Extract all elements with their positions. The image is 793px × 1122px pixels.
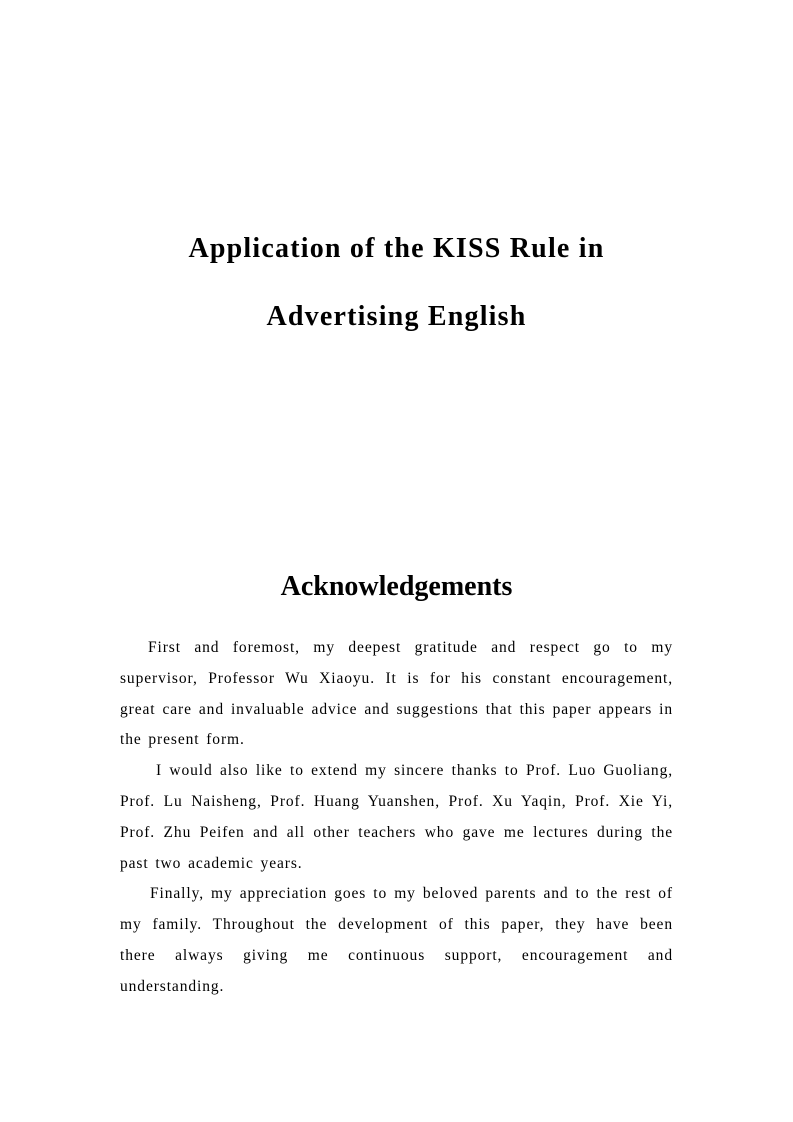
thesis-title-line-2: Advertising English bbox=[266, 301, 527, 332]
thesis-title-line-1: Application of the KISS Rule in bbox=[188, 233, 605, 264]
acknowledgements-body bbox=[120, 633, 673, 1003]
acknowledgements-paragraph-1: First and foremost, my deepest gratitude and respect go to my supervisor, Professor Wu Xiaoyu. It is for his constant encouragement, great care and invaluable advice and suggestions that this paper appears in the present form. bbox=[120, 639, 673, 749]
acknowledgements-heading: Acknowledgements bbox=[280, 571, 513, 602]
acknowledgements-paragraph-3: Finally, my appreciation goes to my beloved parents and to the rest of my family. Throughout the development of this paper, they have been there always giving me continuous support, encouragement and understanding. bbox=[120, 885, 673, 995]
acknowledgements-paragraph-2: I would also like to extend my sincere thanks to Prof. Luo Guoliang, Prof. Lu Naisheng, Prof. Huang Yuanshen, Prof. Xu Yaqin, Prof. Xie Yi, Prof. Zhu Peifen and all other teachers who gave me lectures during the past two academic years. bbox=[120, 762, 673, 872]
